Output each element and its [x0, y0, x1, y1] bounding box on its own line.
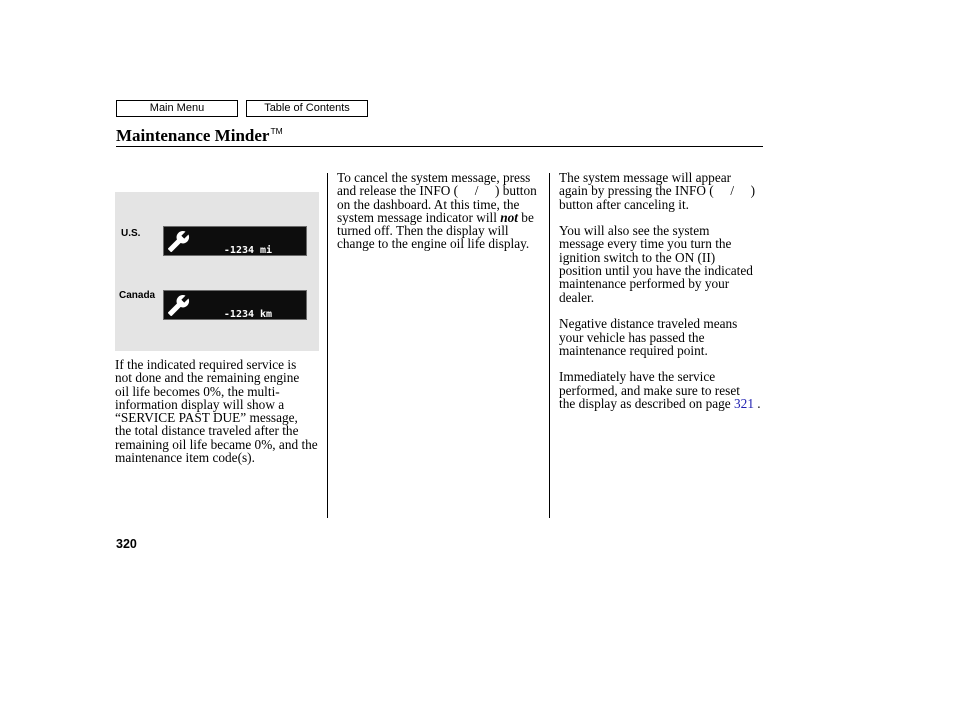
display-text — [193, 291, 303, 320]
column-divider-left — [327, 173, 328, 518]
paragraph-line: on the dashboard. At this time, the — [337, 196, 520, 212]
paragraph-line: “SERVICE PAST DUE” message, — [115, 410, 298, 426]
paragraph-line: performed, and make sure to reset — [559, 382, 740, 398]
page-title-text: Maintenance Minder — [116, 126, 270, 145]
paragraph-line: To cancel the system message, press — [337, 170, 531, 185]
trademark-symbol: TM — [270, 126, 283, 136]
paragraph-line: position until you have the indicated — [559, 263, 753, 279]
paragraph-line: Immediately have the service — [559, 369, 716, 385]
page-title — [116, 121, 283, 145]
paragraph-line — [337, 211, 537, 224]
paragraph-line: ignition switch to the ON (II) — [559, 249, 716, 265]
paragraph-line: If the indicated required service is — [115, 357, 297, 372]
paragraph-line: and release the INFO ( / ) button — [337, 183, 537, 199]
paragraph-line: your vehicle has passed the — [559, 329, 705, 345]
paragraph-line: maintenance performed by your — [559, 276, 730, 292]
paragraph-gap — [559, 211, 761, 224]
table-of-contents-button[interactable]: Table of Contents — [246, 100, 368, 117]
column-divider-right — [549, 173, 550, 518]
page-link-321[interactable]: 321 — [734, 396, 754, 412]
paragraph-line: remaining oil life became 0%, and the — [115, 436, 318, 452]
multi-info-display-us — [163, 226, 307, 256]
paragraph-line: dealer. — [559, 289, 595, 305]
paragraph-line: You will also see the system — [559, 223, 710, 239]
title-divider — [116, 146, 763, 147]
display-distance: -1234 km — [223, 309, 273, 320]
right-column-text — [559, 171, 761, 410]
paragraph-line: message every time you turn the — [559, 236, 732, 252]
paragraph-line: Negative distance traveled means — [559, 316, 738, 332]
paragraph-line: information display will show a — [115, 396, 285, 412]
paragraph-line: oil life becomes 0%, the multi- — [115, 383, 280, 399]
line-segment: . — [753, 396, 761, 412]
paragraph-line: button after canceling it. — [559, 196, 689, 212]
line-segment: be — [517, 209, 534, 225]
display-figure — [115, 192, 319, 351]
wrench-icon — [167, 294, 190, 317]
display-distance: -1234 mi — [223, 245, 273, 256]
page-number: 320 — [116, 537, 137, 551]
paragraph-line: turned off. Then the display will — [337, 223, 509, 239]
region-label-us: U.S. — [121, 228, 141, 239]
paragraph-line: change to the engine oil life display. — [337, 236, 530, 252]
line-segment: the display as described on page — [559, 396, 735, 412]
display-text — [193, 227, 303, 256]
paragraph-line: again by pressing the INFO ( / ) — [559, 183, 756, 199]
paragraph-line: maintenance item code(s). — [115, 450, 255, 466]
paragraph-line: not done and the remaining engine — [115, 370, 300, 386]
multi-info-display-canada — [163, 290, 307, 320]
middle-column-text — [337, 171, 537, 251]
emphasis-not: not — [500, 209, 518, 225]
wrench-icon — [167, 230, 190, 253]
line-segment: system message indicator will — [337, 209, 501, 225]
paragraph-gap — [559, 357, 761, 370]
paragraph-line — [559, 397, 761, 410]
paragraph-line: maintenance required point. — [559, 342, 708, 358]
main-menu-button[interactable]: Main Menu — [116, 100, 238, 117]
paragraph-line: The system message will appear — [559, 170, 732, 185]
paragraph-gap — [559, 304, 761, 317]
region-label-canada: Canada — [119, 290, 156, 301]
left-column-text — [115, 358, 318, 464]
paragraph-line: the total distance traveled after the — [115, 423, 299, 439]
